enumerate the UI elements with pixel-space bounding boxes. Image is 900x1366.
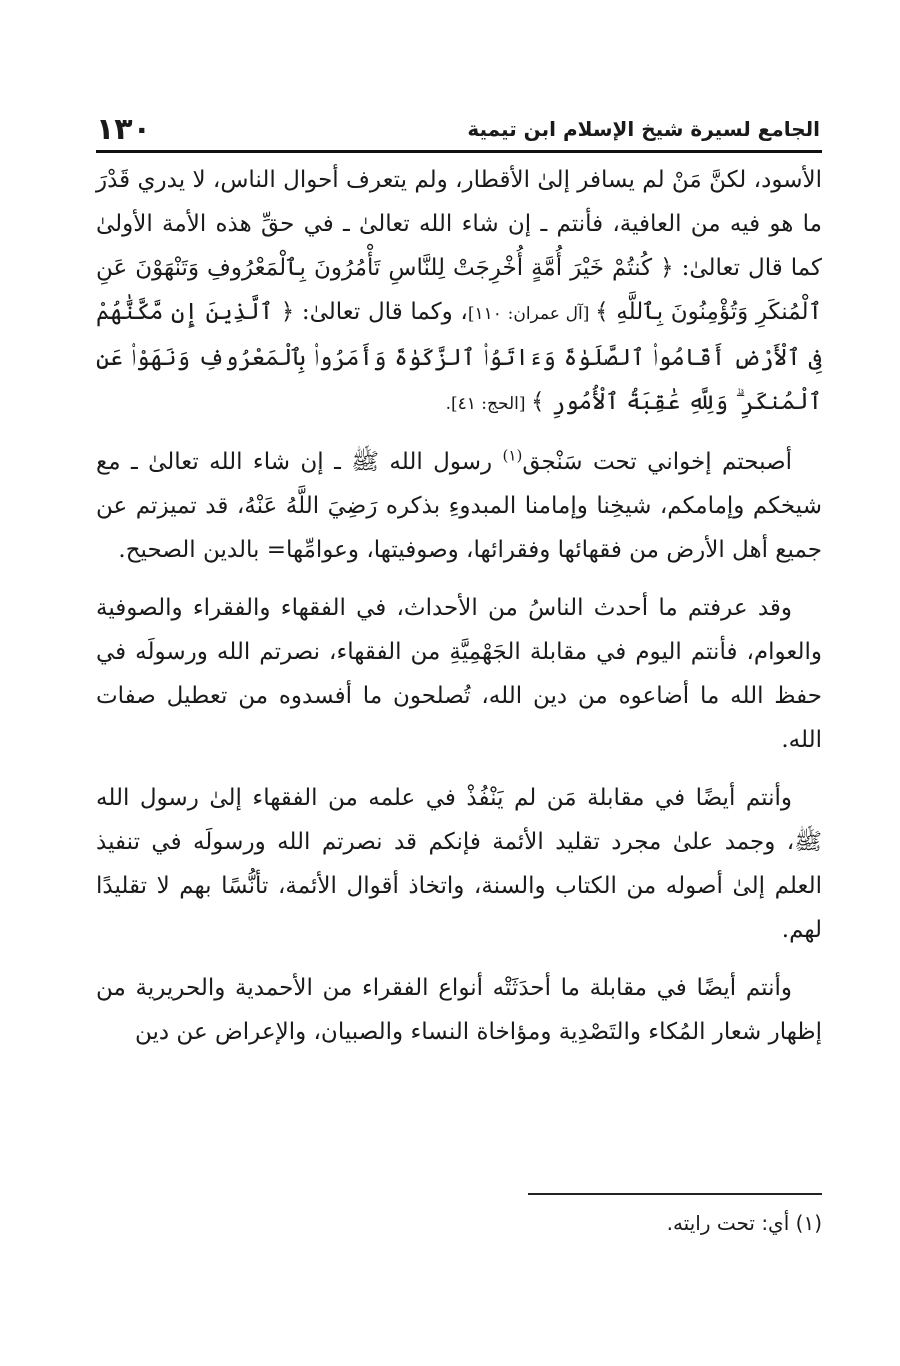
footnote: (١) أي: تحت رايته. <box>666 1211 822 1235</box>
paragraph-3: وقد عرفتم ما أحدث الناسُ من الأحداث، في الفقهاء والفقراء والصوفية والعوام، فأنتم اليوم في مقابلة الجَهْمِيَّةِ من الفقهاء، نصرتم الله ورسولَه في حفظ الله ما أضاعوه من دين الله، تُصلحون ما أفسدوه من تعطيل صفات الله. <box>96 595 822 753</box>
paragraph-2-start: أصبحتم إخواني تحت سَنْجق <box>522 449 792 475</box>
paragraph-1-mid: ، وكما قال تعالىٰ: <box>294 299 468 325</box>
footnote-reference[interactable]: (١) <box>502 446 523 465</box>
page-body <box>96 158 822 1068</box>
header-divider <box>96 150 822 153</box>
page-number: ١٣٠ <box>96 112 151 147</box>
paragraph-1 <box>96 158 822 426</box>
paragraph-2-rest: رسول الله ﷺ ـ إن شاء الله تعالىٰ ـ مع شيخكم وإمامكم، شيخِنا وإمامنا المبدوءِ بذكره رَضِيَ اللَّهُ عَنْهُ، قد تميزتم عن جميع أهل الأرض من فقهائها وفقرائها، وصوفيتها، وعوامِّها= بالدين الصحيح. <box>96 449 822 563</box>
paragraph-5: وأنتم أيضًا في مقابلة ما أحدَثَتْه أنواع الفقراء من الأحمدية والحريرية من إظهار شعار المُكاء والتَصْدِية ومؤاخاة النساء والصبيان، والإعراض عن دين <box>96 975 822 1045</box>
verse-reference-2: [الحج: ٤١]. <box>445 394 531 414</box>
paragraph-2 <box>96 440 822 572</box>
running-title: الجامع لسيرة شيخ الإسلام ابن تيمية <box>467 117 820 141</box>
quran-verse-2: ﴿ ٱلَّذِينَ إِن مَّكَّنَّٰهُمْ فِى ٱلْأَرْضِ أَقَامُوا۟ ٱلصَّلَوٰةَ وَءَاتَوُا۟ ٱلزَّكَوٰةَ وَأَمَرُوا۟ بِٱلْمَعْرُوفِ وَنَهَوْا۟ عَنِ ٱلْمُنكَرِ ۗ وَلِلَّهِ عَٰقِبَةُ ٱلْأُمُورِ ﴾ <box>96 299 822 415</box>
paragraph-4: وأنتم أيضًا في مقابلة مَن لم يَنْفُذْ في علمه من الفقهاء إلىٰ رسول الله ﷺ، وجمد علىٰ مجرد تقليد الأئمة فإنكم قد نصرتم الله ورسولَه في تنفيذ العلم إلىٰ أصوله من الكتاب والسنة، واتخاذ أقوال الأئمة، تأنُّسًا بهم لا تقليدًا لهم. <box>96 785 822 943</box>
footnote-divider <box>528 1193 822 1195</box>
quran-verse-1: ﴿ كُنتُمْ خَيْرَ أُمَّةٍ أُخْرِجَتْ لِلنَّاسِ تَأْمُرُونَ بِٱلْمَعْرُوفِ وَتَنْهَوْنَ عَنِ ٱلْمُنكَرِ وَتُؤْمِنُونَ بِٱللَّهِ ﴾ <box>96 255 822 325</box>
verse-reference-1: [آل عمران: ١١٠] <box>467 304 596 324</box>
paragraph-1-text: الأسود، لكنَّ مَنْ لم يسافر إلىٰ الأقطار، ولم يتعرف أحوال الناس، لا يدري قَدْرَ ما هو فيه من العافية، فأنتم ـ إن شاء الله تعالىٰ ـ في حقِّ هذه الأمة الأولىٰ كما قال تعالىٰ: <box>96 167 822 281</box>
page-header <box>96 112 820 148</box>
